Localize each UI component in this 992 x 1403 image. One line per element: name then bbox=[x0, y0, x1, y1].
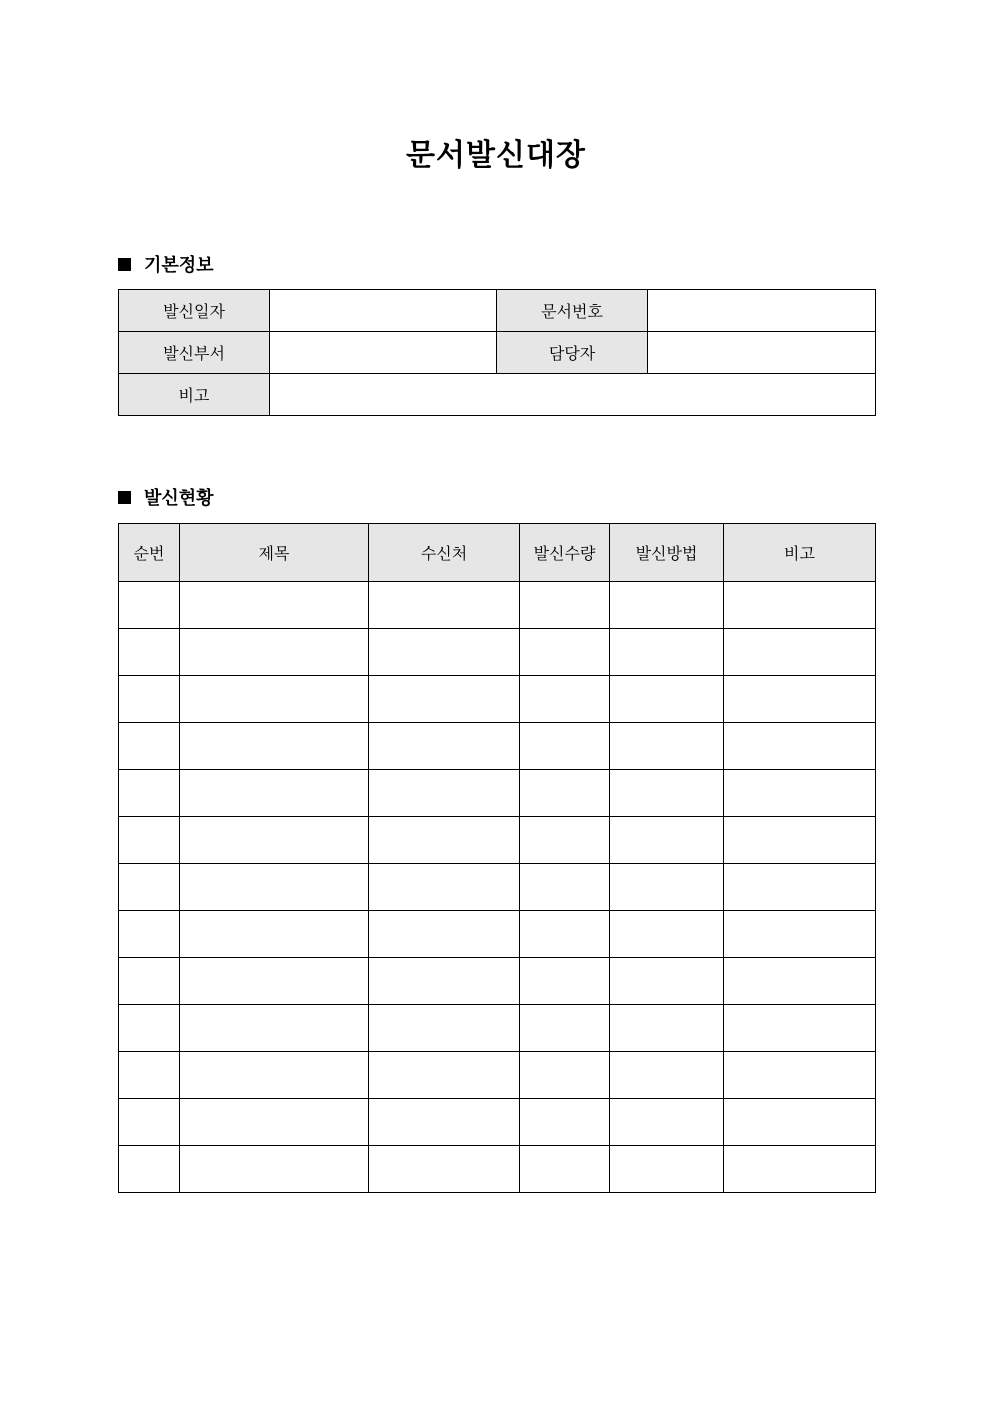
square-bullet-icon bbox=[118, 491, 131, 504]
method-cell[interactable] bbox=[610, 582, 724, 629]
title-cell[interactable] bbox=[180, 817, 369, 864]
column-header-remarks: 비고 bbox=[724, 524, 876, 582]
title-cell[interactable] bbox=[180, 582, 369, 629]
title-cell[interactable] bbox=[180, 723, 369, 770]
quantity-cell[interactable] bbox=[520, 1146, 610, 1193]
recipient-cell[interactable] bbox=[369, 864, 520, 911]
seq-cell[interactable] bbox=[119, 958, 180, 1005]
recipient-cell[interactable] bbox=[369, 723, 520, 770]
seq-cell[interactable] bbox=[119, 864, 180, 911]
recipient-cell[interactable] bbox=[369, 958, 520, 1005]
table-header-row bbox=[119, 524, 876, 582]
seq-cell[interactable] bbox=[119, 911, 180, 958]
table-row bbox=[119, 1146, 876, 1193]
remarks-cell[interactable] bbox=[724, 770, 876, 817]
title-cell[interactable] bbox=[180, 1005, 369, 1052]
basic-info-heading bbox=[118, 251, 214, 277]
method-cell[interactable] bbox=[610, 1005, 724, 1052]
send-date-field[interactable] bbox=[270, 290, 497, 332]
basic-info-table bbox=[118, 289, 876, 416]
seq-cell[interactable] bbox=[119, 1052, 180, 1099]
recipient-cell[interactable] bbox=[369, 817, 520, 864]
remarks-cell[interactable] bbox=[724, 1146, 876, 1193]
send-dept-field[interactable] bbox=[270, 332, 497, 374]
recipient-cell[interactable] bbox=[369, 582, 520, 629]
seq-cell[interactable] bbox=[119, 629, 180, 676]
seq-cell[interactable] bbox=[119, 1146, 180, 1193]
title-cell[interactable] bbox=[180, 676, 369, 723]
seq-cell[interactable] bbox=[119, 770, 180, 817]
table-row bbox=[119, 723, 876, 770]
title-cell[interactable] bbox=[180, 629, 369, 676]
title-cell[interactable] bbox=[180, 958, 369, 1005]
table-row bbox=[119, 864, 876, 911]
method-cell[interactable] bbox=[610, 1052, 724, 1099]
table-row bbox=[119, 770, 876, 817]
method-cell[interactable] bbox=[610, 723, 724, 770]
info-row-3 bbox=[119, 374, 876, 416]
title-cell[interactable] bbox=[180, 1146, 369, 1193]
method-cell[interactable] bbox=[610, 911, 724, 958]
square-bullet-icon bbox=[118, 258, 131, 271]
send-status-table bbox=[118, 523, 876, 1193]
remarks-cell[interactable] bbox=[724, 676, 876, 723]
seq-cell[interactable] bbox=[119, 817, 180, 864]
document-title: 문서발신대장 bbox=[406, 138, 586, 173]
table-row bbox=[119, 817, 876, 864]
remarks-cell[interactable] bbox=[724, 723, 876, 770]
title-cell[interactable] bbox=[180, 911, 369, 958]
method-cell[interactable] bbox=[610, 958, 724, 1005]
table-row bbox=[119, 958, 876, 1005]
basic-info-heading-label: 기본정보 bbox=[144, 255, 214, 276]
seq-cell[interactable] bbox=[119, 1099, 180, 1146]
quantity-cell[interactable] bbox=[520, 676, 610, 723]
quantity-cell[interactable] bbox=[520, 1052, 610, 1099]
manager-field[interactable] bbox=[648, 332, 876, 374]
table-row bbox=[119, 1099, 876, 1146]
send-status-heading-label: 발신현황 bbox=[144, 488, 214, 509]
quantity-cell[interactable] bbox=[520, 723, 610, 770]
send-status-table-body bbox=[119, 582, 876, 1193]
column-header-quantity: 발신수량 bbox=[520, 524, 610, 582]
send-dept-label: 발신부서 bbox=[119, 332, 270, 374]
doc-number-field[interactable] bbox=[648, 290, 876, 332]
quantity-cell[interactable] bbox=[520, 582, 610, 629]
method-cell[interactable] bbox=[610, 1146, 724, 1193]
title-cell[interactable] bbox=[180, 1099, 369, 1146]
column-header-seq: 순번 bbox=[119, 524, 180, 582]
table-row bbox=[119, 676, 876, 723]
recipient-cell[interactable] bbox=[369, 1052, 520, 1099]
recipient-cell[interactable] bbox=[369, 629, 520, 676]
doc-number-label: 문서번호 bbox=[497, 290, 648, 332]
table-row bbox=[119, 582, 876, 629]
info-row-2 bbox=[119, 332, 876, 374]
method-cell[interactable] bbox=[610, 817, 724, 864]
seq-cell[interactable] bbox=[119, 1005, 180, 1052]
remarks-label: 비고 bbox=[119, 374, 270, 416]
table-row bbox=[119, 1052, 876, 1099]
method-cell[interactable] bbox=[610, 770, 724, 817]
title-cell[interactable] bbox=[180, 864, 369, 911]
remarks-cell[interactable] bbox=[724, 1052, 876, 1099]
info-row-1 bbox=[119, 290, 876, 332]
remarks-cell[interactable] bbox=[724, 1099, 876, 1146]
recipient-cell[interactable] bbox=[369, 1005, 520, 1052]
seq-cell[interactable] bbox=[119, 676, 180, 723]
remarks-cell[interactable] bbox=[724, 911, 876, 958]
send-status-heading bbox=[118, 484, 214, 510]
table-row bbox=[119, 1005, 876, 1052]
title-cell[interactable] bbox=[180, 770, 369, 817]
quantity-cell[interactable] bbox=[520, 817, 610, 864]
seq-cell[interactable] bbox=[119, 723, 180, 770]
send-date-label: 발신일자 bbox=[119, 290, 270, 332]
quantity-cell[interactable] bbox=[520, 1005, 610, 1052]
table-row bbox=[119, 629, 876, 676]
title-cell[interactable] bbox=[180, 1052, 369, 1099]
recipient-cell[interactable] bbox=[369, 1099, 520, 1146]
method-cell[interactable] bbox=[610, 1099, 724, 1146]
table-row bbox=[119, 911, 876, 958]
column-header-method: 발신방법 bbox=[610, 524, 724, 582]
column-header-title: 제목 bbox=[180, 524, 369, 582]
recipient-cell[interactable] bbox=[369, 676, 520, 723]
column-header-recipient: 수신처 bbox=[369, 524, 520, 582]
recipient-cell[interactable] bbox=[369, 1146, 520, 1193]
remarks-cell[interactable] bbox=[724, 1005, 876, 1052]
method-cell[interactable] bbox=[610, 629, 724, 676]
quantity-cell[interactable] bbox=[520, 770, 610, 817]
method-cell[interactable] bbox=[610, 676, 724, 723]
remarks-cell[interactable] bbox=[724, 817, 876, 864]
recipient-cell[interactable] bbox=[369, 911, 520, 958]
remarks-cell[interactable] bbox=[724, 582, 876, 629]
manager-label: 담당자 bbox=[497, 332, 648, 374]
quantity-cell[interactable] bbox=[520, 958, 610, 1005]
remarks-cell[interactable] bbox=[724, 629, 876, 676]
quantity-cell[interactable] bbox=[520, 629, 610, 676]
recipient-cell[interactable] bbox=[369, 770, 520, 817]
quantity-cell[interactable] bbox=[520, 864, 610, 911]
remarks-cell[interactable] bbox=[724, 864, 876, 911]
method-cell[interactable] bbox=[610, 864, 724, 911]
quantity-cell[interactable] bbox=[520, 1099, 610, 1146]
seq-cell[interactable] bbox=[119, 582, 180, 629]
remarks-cell[interactable] bbox=[724, 958, 876, 1005]
remarks-field[interactable] bbox=[270, 374, 876, 416]
quantity-cell[interactable] bbox=[520, 911, 610, 958]
